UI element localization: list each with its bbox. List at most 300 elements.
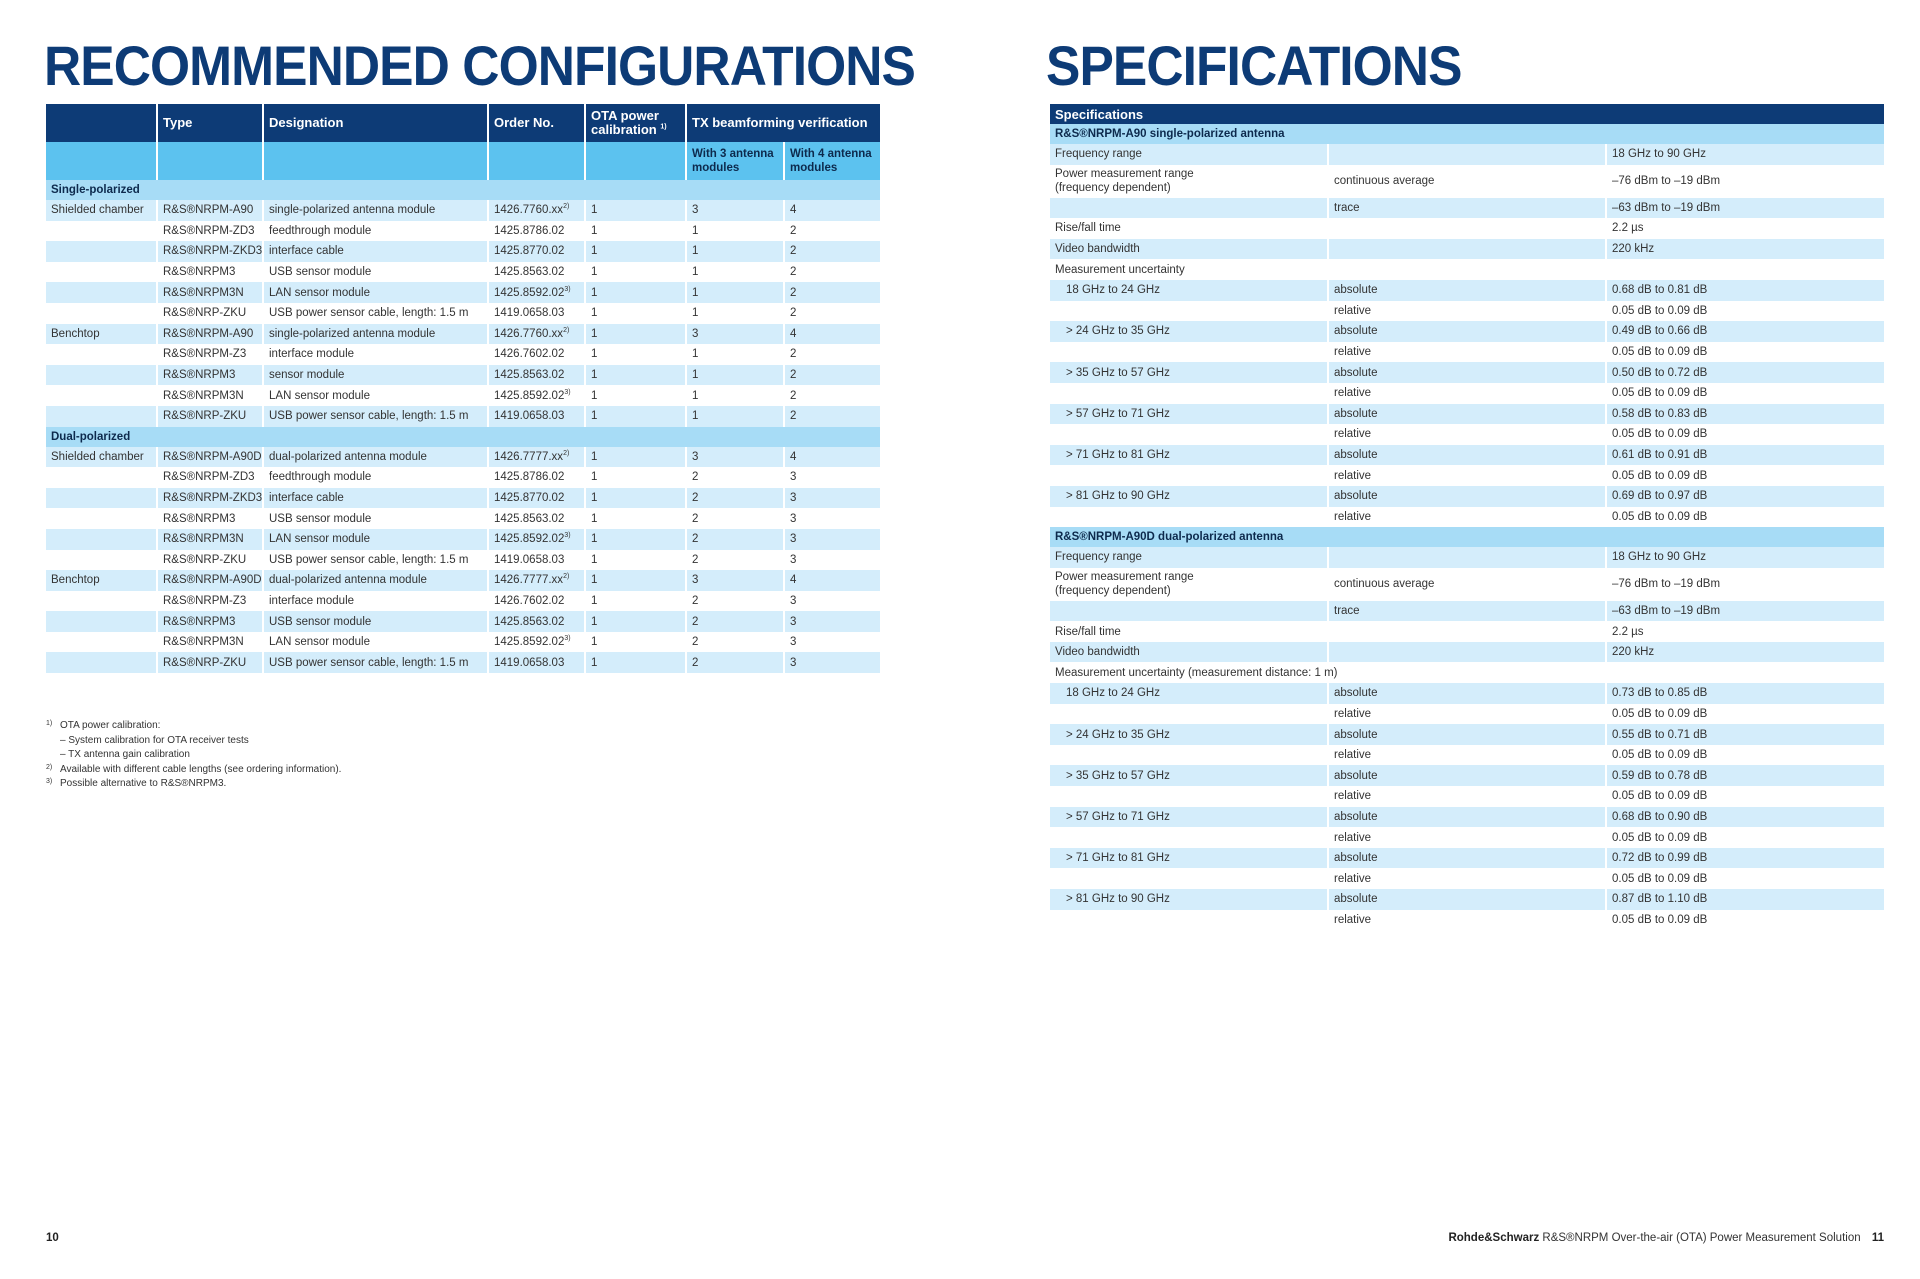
cell-setup xyxy=(46,365,157,386)
spec-group-title: R&S®NRPM-A90D dual-polarized antenna xyxy=(1050,527,1884,547)
cell-type: R&S®NRPM3 xyxy=(157,262,263,283)
cell-with-4: 4 xyxy=(784,447,880,468)
cell-designation: USB power sensor cable, length: 1.5 m xyxy=(263,652,488,673)
order-number: 1425.8592.02 xyxy=(494,636,565,649)
table-row xyxy=(46,282,880,303)
spec-group-header xyxy=(1050,124,1884,144)
table-row xyxy=(46,570,880,591)
table-row xyxy=(46,488,880,509)
footnote-text: Possible alternative to R&S®NRPM3. xyxy=(60,778,227,789)
order-number: 1425.8770.02 xyxy=(494,245,565,258)
spec-parameter: Rise/fall time xyxy=(1055,222,1121,235)
cell-designation: LAN sensor module xyxy=(263,529,488,550)
cell-setup: Shielded chamber xyxy=(46,447,157,468)
spec-row xyxy=(1050,724,1884,745)
table-row xyxy=(46,262,880,283)
spec-condition: relative xyxy=(1328,465,1606,486)
footnote-text: – System calibration for OTA receiver tests xyxy=(60,734,249,746)
spec-condition: continuous average xyxy=(1328,568,1606,601)
spec-value: 0.05 dB to 0.09 dB xyxy=(1606,910,1884,931)
spec-value: 0.58 dB to 0.83 dB xyxy=(1606,404,1884,425)
spec-parameter xyxy=(1050,745,1328,766)
cell-with-4: 2 xyxy=(784,282,880,303)
spec-parameter: Measurement uncertainty xyxy=(1055,263,1185,276)
spec-condition: relative xyxy=(1328,383,1606,404)
spec-row xyxy=(1050,786,1884,807)
cell-type: R&S®NRPM-Z3 xyxy=(157,591,263,612)
order-note: 3) xyxy=(564,388,571,396)
cell-order-no xyxy=(488,303,585,324)
table-row xyxy=(46,591,880,612)
cell-order-no xyxy=(488,241,585,262)
header-with-4-modules: With 4 antenna modules xyxy=(784,142,880,180)
cell-order-no xyxy=(488,221,585,242)
spec-condition: absolute xyxy=(1328,445,1606,466)
cell-order-no xyxy=(488,570,585,591)
cell-type: R&S®NRP-ZKU xyxy=(157,550,263,571)
table-row xyxy=(46,200,880,221)
spec-value: 18 GHz to 90 GHz xyxy=(1606,547,1884,568)
cell-setup xyxy=(46,611,157,632)
cell-with-4: 2 xyxy=(784,241,880,262)
cell-type: R&S®NRPM3 xyxy=(157,611,263,632)
cell-with-4: 3 xyxy=(784,508,880,529)
cell-order-no xyxy=(488,200,585,221)
cell-with-3: 2 xyxy=(686,550,784,571)
header-type: Type xyxy=(157,104,263,142)
cell-ota: 1 xyxy=(585,447,686,468)
table-row xyxy=(46,241,880,262)
spec-value: 0.05 dB to 0.09 dB xyxy=(1606,424,1884,445)
cell-type: R&S®NRPM-ZD3 xyxy=(157,467,263,488)
page-title-left: RECOMMENDED CONFIGURATIONS xyxy=(44,34,915,97)
spec-value: 220 kHz xyxy=(1606,642,1884,663)
spec-row xyxy=(1050,445,1884,466)
cell-designation: feedthrough module xyxy=(263,467,488,488)
cell-with-3: 2 xyxy=(686,529,784,550)
order-number: 1425.8786.02 xyxy=(494,471,565,484)
spec-row xyxy=(1050,342,1884,363)
cell-designation: USB sensor module xyxy=(263,508,488,529)
cell-designation: dual-polarized antenna module xyxy=(263,570,488,591)
spec-condition: absolute xyxy=(1328,321,1606,342)
spec-row xyxy=(1050,259,1884,280)
section-label: Single-polarized xyxy=(46,180,880,200)
cell-with-4: 3 xyxy=(784,611,880,632)
brand-name: Rohde&Schwarz xyxy=(1448,1232,1540,1244)
spec-condition xyxy=(1328,259,1606,280)
table-row xyxy=(46,324,880,345)
cell-ota: 1 xyxy=(585,508,686,529)
spec-value: 0.05 dB to 0.09 dB xyxy=(1606,868,1884,889)
spec-condition: relative xyxy=(1328,507,1606,528)
cell-with-3: 1 xyxy=(686,365,784,386)
cell-order-no xyxy=(488,508,585,529)
spec-condition: absolute xyxy=(1328,280,1606,301)
spec-value: 0.68 dB to 0.90 dB xyxy=(1606,807,1884,828)
spec-condition: continuous average xyxy=(1328,165,1606,198)
page-number-right: 11 xyxy=(1871,1232,1884,1244)
order-note: 2) xyxy=(563,203,570,211)
spec-parameter xyxy=(1050,827,1328,848)
spec-row xyxy=(1050,662,1884,683)
order-number: 1426.7760.xx xyxy=(494,327,564,340)
cell-order-no xyxy=(488,652,585,673)
footnote-text: OTA power calibration: xyxy=(60,720,161,731)
spec-parameter: Frequency range xyxy=(1050,547,1328,568)
cell-with-3: 2 xyxy=(686,591,784,612)
spec-parameter: Video bandwidth xyxy=(1050,239,1328,260)
cell-type: R&S®NRP-ZKU xyxy=(157,303,263,324)
spec-condition: absolute xyxy=(1328,404,1606,425)
header-ota-line2: calibration xyxy=(591,122,657,137)
spec-value: 220 kHz xyxy=(1606,239,1884,260)
spec-row xyxy=(1050,424,1884,445)
cell-setup: Benchtop xyxy=(46,324,157,345)
order-number: 1426.7602.02 xyxy=(494,348,565,361)
spec-value: 0.05 dB to 0.09 dB xyxy=(1606,301,1884,322)
spec-row xyxy=(1050,280,1884,301)
cell-with-3: 3 xyxy=(686,447,784,468)
spec-row xyxy=(1050,507,1884,528)
cell-designation: interface module xyxy=(263,344,488,365)
header-ota-line1: OTA power xyxy=(591,107,659,123)
cell-designation: USB power sensor cable, length: 1.5 m xyxy=(263,303,488,324)
cell-with-4: 3 xyxy=(784,529,880,550)
spec-parameter xyxy=(1050,868,1328,889)
spec-value: 0.72 dB to 0.99 dB xyxy=(1606,848,1884,869)
header-tx-beamforming: TX beamforming verification xyxy=(686,104,880,142)
order-note: 3) xyxy=(564,532,571,540)
cell-type: R&S®NRPM-A90D xyxy=(157,570,263,591)
cell-type: R&S®NRPM3N xyxy=(157,282,263,303)
cell-ota: 1 xyxy=(585,303,686,324)
cell-type: R&S®NRPM-A90 xyxy=(157,324,263,345)
footnote-mark: 1) xyxy=(46,720,53,727)
cell-ota: 1 xyxy=(585,488,686,509)
order-number: 1419.0658.03 xyxy=(494,553,565,566)
order-note: 2) xyxy=(563,450,570,457)
cell-ota: 1 xyxy=(585,365,686,386)
table-row xyxy=(46,611,880,632)
spec-value: –63 dBm to –19 dBm xyxy=(1606,601,1884,622)
cell-ota: 1 xyxy=(585,652,686,673)
cell-order-no xyxy=(488,467,585,488)
spec-parameter: > 35 GHz to 57 GHz xyxy=(1050,362,1328,383)
cell-order-no xyxy=(488,385,585,406)
cell-with-3: 1 xyxy=(686,221,784,242)
cell-type: R&S®NRPM3 xyxy=(157,365,263,386)
cell-setup xyxy=(46,467,157,488)
spec-condition: trace xyxy=(1328,198,1606,219)
spec-condition: trace xyxy=(1328,601,1606,622)
spec-condition: absolute xyxy=(1328,724,1606,745)
order-number: 1425.8563.02 xyxy=(494,512,565,525)
cell-type: R&S®NRPM-ZKD3 xyxy=(157,488,263,509)
cell-with-3: 3 xyxy=(686,200,784,221)
cell-designation: USB power sensor cable, length: 1.5 m xyxy=(263,406,488,427)
spec-parameter xyxy=(1050,465,1328,486)
cell-designation: USB sensor module xyxy=(263,262,488,283)
table-row xyxy=(46,529,880,550)
cell-order-no xyxy=(488,365,585,386)
spec-row xyxy=(1050,301,1884,322)
cell-ota: 1 xyxy=(585,611,686,632)
spec-value: 0.05 dB to 0.09 dB xyxy=(1606,827,1884,848)
spec-parameter xyxy=(1050,424,1328,445)
cell-with-4: 2 xyxy=(784,344,880,365)
order-number: 1426.7777.xx xyxy=(494,574,564,587)
spec-row xyxy=(1050,547,1884,568)
spec-condition: relative xyxy=(1328,745,1606,766)
cell-type: R&S®NRPM3N xyxy=(157,632,263,653)
table-row xyxy=(46,365,880,386)
spec-row xyxy=(1050,383,1884,404)
cell-with-3: 1 xyxy=(686,344,784,365)
spec-value: 18 GHz to 90 GHz xyxy=(1606,144,1884,165)
spec-condition: relative xyxy=(1328,910,1606,931)
spec-value: 0.05 dB to 0.09 dB xyxy=(1606,507,1884,528)
spec-condition: absolute xyxy=(1328,765,1606,786)
spec-row xyxy=(1050,362,1884,383)
spec-parameter: Rise/fall time xyxy=(1055,625,1121,638)
spec-row xyxy=(1050,465,1884,486)
spec-parameter xyxy=(1050,786,1328,807)
spec-parameter xyxy=(1050,301,1328,322)
cell-type: R&S®NRPM3N xyxy=(157,529,263,550)
configurations-table xyxy=(46,104,880,673)
cell-with-4: 4 xyxy=(784,324,880,345)
cell-ota: 1 xyxy=(585,221,686,242)
order-number: 1425.8770.02 xyxy=(494,492,565,505)
footnote-line xyxy=(46,777,341,792)
spec-parameter: 18 GHz to 24 GHz xyxy=(1050,280,1328,301)
cell-setup xyxy=(46,262,157,283)
order-number: 1419.0658.03 xyxy=(494,656,565,669)
spec-value: 0.05 dB to 0.09 dB xyxy=(1606,704,1884,725)
cell-with-3: 1 xyxy=(686,241,784,262)
cell-designation: LAN sensor module xyxy=(263,282,488,303)
cell-order-no xyxy=(488,447,585,468)
spec-value: –63 dBm to –19 dBm xyxy=(1606,198,1884,219)
spec-condition: absolute xyxy=(1328,889,1606,910)
header-ota xyxy=(585,104,686,142)
spec-group-title: R&S®NRPM-A90 single-polarized antenna xyxy=(1050,124,1884,144)
spec-condition: relative xyxy=(1328,868,1606,889)
spec-condition: relative xyxy=(1328,786,1606,807)
footnote-line xyxy=(46,763,341,778)
header-designation: Designation xyxy=(263,104,488,142)
cell-order-no xyxy=(488,406,585,427)
footnote-line xyxy=(46,734,341,749)
cell-ota: 1 xyxy=(585,344,686,365)
cell-order-no xyxy=(488,529,585,550)
spec-value: –76 dBm to –19 dBm xyxy=(1606,165,1884,198)
cell-order-no xyxy=(488,282,585,303)
page-title-right: SPECIFICATIONS xyxy=(1046,34,1462,97)
spec-parameter: > 57 GHz to 71 GHz xyxy=(1050,807,1328,828)
cell-designation: USB sensor module xyxy=(263,611,488,632)
cell-designation: LAN sensor module xyxy=(263,385,488,406)
cell-ota: 1 xyxy=(585,241,686,262)
spec-row xyxy=(1050,144,1884,165)
specifications-table xyxy=(1050,104,1884,930)
spec-condition xyxy=(1328,642,1606,663)
order-number: 1419.0658.03 xyxy=(494,307,565,320)
spec-value: 0.61 dB to 0.91 dB xyxy=(1606,445,1884,466)
cell-type: R&S®NRP-ZKU xyxy=(157,406,263,427)
spec-row xyxy=(1050,404,1884,425)
cell-ota: 1 xyxy=(585,200,686,221)
spec-value xyxy=(1606,662,1884,683)
cell-order-no xyxy=(488,550,585,571)
cell-order-no xyxy=(488,591,585,612)
cell-type: R&S®NRPM-ZKD3 xyxy=(157,241,263,262)
spec-row xyxy=(1050,765,1884,786)
order-number: 1426.7602.02 xyxy=(494,594,565,607)
footnote-text: Available with different cable lengths (see ordering information). xyxy=(60,763,342,775)
cell-with-3: 1 xyxy=(686,262,784,283)
cell-with-4: 2 xyxy=(784,365,880,386)
spec-parameter: 18 GHz to 24 GHz xyxy=(1050,683,1328,704)
order-number: 1426.7760.xx xyxy=(494,204,564,217)
cell-setup xyxy=(46,385,157,406)
spec-parameter: Power measurement range (frequency dependent) xyxy=(1055,167,1194,195)
cell-type: R&S®NRPM-Z3 xyxy=(157,344,263,365)
cell-type: R&S®NRPM3N xyxy=(157,385,263,406)
cell-designation: single-polarized antenna module xyxy=(263,200,488,221)
table-row xyxy=(46,508,880,529)
spec-value: 0.05 dB to 0.09 dB xyxy=(1606,745,1884,766)
spec-condition: absolute xyxy=(1328,486,1606,507)
spec-row xyxy=(1050,239,1884,260)
spec-parameter xyxy=(1050,507,1328,528)
cell-designation: interface cable xyxy=(263,488,488,509)
spec-parameter xyxy=(1050,601,1328,622)
section-header xyxy=(46,180,880,200)
cell-with-3: 2 xyxy=(686,467,784,488)
cell-setup xyxy=(46,550,157,571)
spec-condition: absolute xyxy=(1328,362,1606,383)
cell-with-4: 3 xyxy=(784,632,880,653)
spec-row xyxy=(1050,486,1884,507)
header-order-no: Order No. xyxy=(488,104,585,142)
cell-setup: Benchtop xyxy=(46,570,157,591)
footnotes xyxy=(46,719,341,792)
header-with-3-modules: With 3 antenna modules xyxy=(686,142,784,180)
spec-value: 2.2 µs xyxy=(1606,621,1884,642)
table-row xyxy=(46,303,880,324)
cell-with-4: 3 xyxy=(784,652,880,673)
spec-parameter: > 24 GHz to 35 GHz xyxy=(1050,321,1328,342)
cell-with-3: 2 xyxy=(686,611,784,632)
spec-condition: absolute xyxy=(1328,848,1606,869)
cell-with-4: 3 xyxy=(784,467,880,488)
spec-condition: relative xyxy=(1328,424,1606,445)
cell-with-3: 2 xyxy=(686,632,784,653)
order-number: 1425.8563.02 xyxy=(494,266,565,279)
cell-designation: interface cable xyxy=(263,241,488,262)
spec-value: 0.87 dB to 1.10 dB xyxy=(1606,889,1884,910)
cell-ota: 1 xyxy=(585,282,686,303)
cell-order-no xyxy=(488,324,585,345)
cell-with-4: 2 xyxy=(784,262,880,283)
cell-type: R&S®NRPM-ZD3 xyxy=(157,221,263,242)
cell-setup xyxy=(46,406,157,427)
spec-parameter xyxy=(1050,704,1328,725)
spec-condition xyxy=(1328,218,1606,239)
spec-parameter: > 57 GHz to 71 GHz xyxy=(1050,404,1328,425)
cell-type: R&S®NRP-ZKU xyxy=(157,652,263,673)
table-row xyxy=(46,447,880,468)
spec-condition: absolute xyxy=(1328,683,1606,704)
spec-value: 0.68 dB to 0.81 dB xyxy=(1606,280,1884,301)
spec-parameter: Frequency range xyxy=(1050,144,1328,165)
spec-row xyxy=(1050,601,1884,622)
spec-value: 0.05 dB to 0.09 dB xyxy=(1606,383,1884,404)
cell-with-4: 4 xyxy=(784,200,880,221)
cell-order-no xyxy=(488,344,585,365)
footer-right xyxy=(1448,1232,1884,1244)
cell-with-3: 2 xyxy=(686,488,784,509)
spec-condition xyxy=(1328,239,1606,260)
spec-parameter: Power measurement range (frequency dependent) xyxy=(1055,570,1194,598)
table-row xyxy=(46,221,880,242)
cell-ota: 1 xyxy=(585,570,686,591)
table-row xyxy=(46,467,880,488)
cell-with-3: 2 xyxy=(686,652,784,673)
spec-row xyxy=(1050,321,1884,342)
order-number: 1425.8592.02 xyxy=(494,533,565,546)
order-note: 2) xyxy=(563,327,570,335)
cell-ota: 1 xyxy=(585,406,686,427)
spec-parameter: > 81 GHz to 90 GHz xyxy=(1050,486,1328,507)
cell-order-no xyxy=(488,262,585,283)
table-row xyxy=(46,385,880,406)
spec-parameter xyxy=(1050,383,1328,404)
cell-ota: 1 xyxy=(585,467,686,488)
spec-value: 0.59 dB to 0.78 dB xyxy=(1606,765,1884,786)
cell-setup: Shielded chamber xyxy=(46,200,157,221)
section-label: Dual-polarized xyxy=(46,427,880,447)
cell-setup xyxy=(46,303,157,324)
cell-ota: 1 xyxy=(585,262,686,283)
spec-value: 0.05 dB to 0.09 dB xyxy=(1606,465,1884,486)
spec-value: 0.49 dB to 0.66 dB xyxy=(1606,321,1884,342)
footnote-line xyxy=(46,748,341,763)
header-setup xyxy=(46,104,157,142)
spec-value: –76 dBm to –19 dBm xyxy=(1606,568,1884,601)
spec-parameter: > 71 GHz to 81 GHz xyxy=(1050,445,1328,466)
spec-value: 0.05 dB to 0.09 dB xyxy=(1606,786,1884,807)
cell-with-3: 3 xyxy=(686,324,784,345)
table-row xyxy=(46,652,880,673)
cell-with-3: 2 xyxy=(686,508,784,529)
specifications-body xyxy=(1050,104,1884,930)
cell-with-4: 4 xyxy=(784,570,880,591)
cell-ota: 1 xyxy=(585,529,686,550)
cell-designation: single-polarized antenna module xyxy=(263,324,488,345)
spec-value: 2.2 µs xyxy=(1606,218,1884,239)
cell-setup xyxy=(46,529,157,550)
cell-setup xyxy=(46,241,157,262)
spec-parameter xyxy=(1050,342,1328,363)
spec-parameter xyxy=(1050,198,1328,219)
cell-ota: 1 xyxy=(585,632,686,653)
order-note: 3) xyxy=(564,285,571,293)
spec-condition: relative xyxy=(1328,301,1606,322)
table-row xyxy=(46,344,880,365)
